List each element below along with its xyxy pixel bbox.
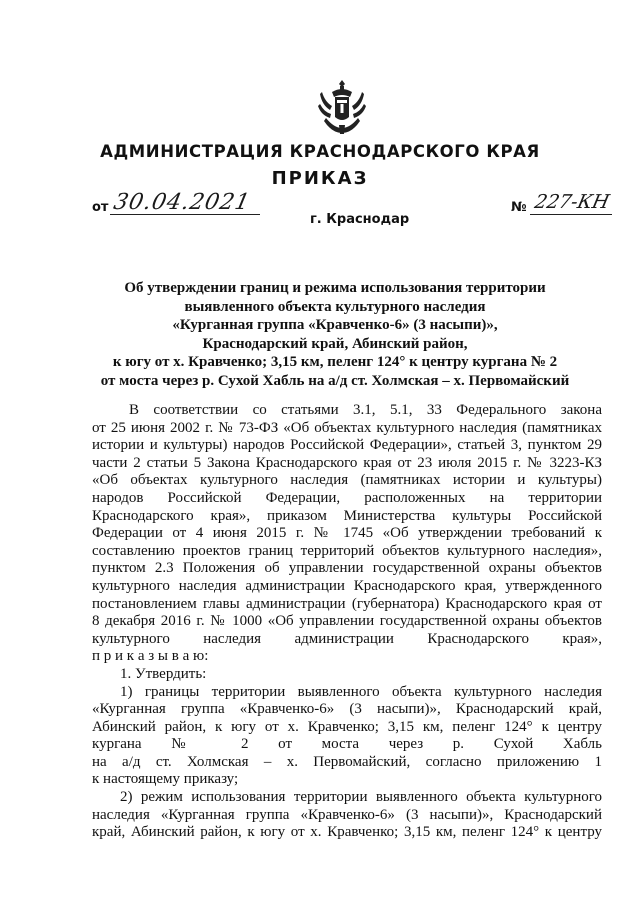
body-line: наследия «Курганная группа «Кравченко-6» (3 насыпи)», Краснодарский [92,806,602,823]
date-underline [110,214,260,215]
body-line: 2) режим использования территории выявленного объекта культурного [120,789,602,806]
title-line: к югу от х. Кравченко; 3,15 км, пеленг 124° к центру кургана № 2 [112,354,558,371]
body-line: пунктом 2.3 Положения об управлении государственной охраны объектов [92,560,602,577]
body-line: В соответствии со статьями 3.1, 5.1, 33 Федерального закона [129,402,602,418]
body-line: составлению проектов границ территорий объектов культурного наследия», [92,542,602,559]
title-line: Краснодарский край, Абинский район, [202,335,468,352]
body-line: народов Российской Федерации, расположенных на территории [92,489,602,506]
body-line: кургана № 2 от моста через р. Сухой Хабль [92,736,602,753]
body-line: «Курганная группа «Кравченко-6» (3 насыпи)», Краснодарский край, [92,701,602,718]
city-name: г. Краснодар [310,212,410,227]
body-line: постановлением главы администрации (губернатора) Краснодарского края от [92,595,602,612]
title-line: «Курганная группа «Кравченко-6» (3 насыпи)», [172,317,498,334]
coat-of-arms-icon [318,78,366,136]
title-line: от моста через р. Сухой Хабль на а/д ст. Холмская – х. Первомайский [100,372,570,389]
body-line: край, Абинский район, к югу от х. Кравченко; 3,15 км, пеленг 124° к центру [92,824,602,841]
handwritten-number: 227-КН [532,191,612,213]
body-line: Абинский район, к югу от х. Кравченко; 3,15 км, пеленг 124° к центру [92,718,602,735]
body-line-order-word: п р и к а з ы в а ю: [92,648,209,665]
body-line: Федерации от 4 июня 2015 г. № 1745 «Об утверждении требований к [92,525,602,542]
body-line: 1. Утвердить: [120,665,207,682]
body-line: культурного наследия администрации Краснодарского края», [92,630,602,647]
body-line: на а/д ст. Холмская – х. Первомайский, согласно приложению 1 [92,753,602,770]
body-line: 8 декабря 2016 г. № 1000 «Об управлении государственной охраны объектов [92,613,602,630]
handwritten-date: 30.04.2021 [111,190,253,215]
body-line: Краснодарского края», приказом Министерства культуры Российской [92,507,602,524]
document-body [92,402,602,842]
body-line: части 2 статьи 5 Закона Краснодарского края от 23 июля 2015 г. № 3223-КЗ [92,454,602,471]
number-prefix: № [511,200,527,215]
title-line: выявленного объекта культурного наследия [184,298,486,315]
body-line: от 25 июня 2002 г. № 73-ФЗ «Об объектах культурного наследия (памятниках [92,419,602,436]
organization-name: АДМИНИСТРАЦИЯ КРАСНОДАРСКОГО КРАЯ [100,142,540,161]
number-underline [530,214,612,215]
body-line: культурного наследия администрации Краснодарского края, утвержденного [92,577,602,594]
title-line: Об утверждении границ и режима использования территории [124,280,546,296]
document-type: ПРИКАЗ [271,168,369,189]
body-line: истории и культуры) народов Российской Федерации», статьей 3, пунктом 29 [92,437,602,454]
body-line: 1) границы территории выявленного объекта культурного наследия [120,683,602,700]
body-line: к настоящему приказу; [92,771,239,788]
document-title [85,279,585,391]
date-prefix: от [92,200,109,215]
body-line: «Об объектах культурного наследия (памятниках истории и культуры) [92,472,602,489]
